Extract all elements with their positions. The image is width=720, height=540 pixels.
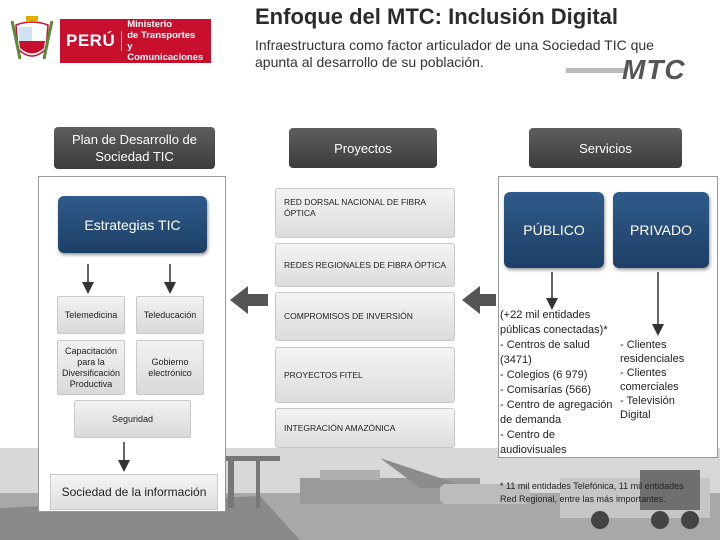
service-privado-box: PRIVADO — [613, 192, 709, 268]
ministry-name: Ministerio de Transportes y Comunicaciones — [127, 19, 204, 63]
project-compromisos-inversion: COMPROMISOS DE INVERSIÓN — [275, 292, 455, 341]
country-name: PERÚ — [66, 31, 122, 51]
page-title: Enfoque del MTC: Inclusión Digital — [255, 4, 618, 29]
strategy-capacitacion: Capacitación para la Diversificación Productiva — [57, 340, 125, 395]
list-item: - Clientes — [620, 367, 667, 379]
private-services-list — [620, 338, 720, 422]
project-integracion-amazonica: INTEGRACIÓN AMAZÓNICA — [275, 408, 455, 448]
public-services-list — [500, 308, 630, 458]
list-item: - Clientes — [620, 339, 667, 351]
list-item: residenciales — [620, 353, 685, 365]
list-item: - Colegios (6 979) — [500, 369, 588, 381]
list-item: (+22 mil entidades — [500, 309, 591, 321]
strategies-box: Estrategias TIC — [58, 196, 207, 253]
list-item: públicas conectadas)* — [500, 324, 608, 336]
list-item: - Centros de salud — [500, 339, 590, 351]
arrow-left-to-plan — [230, 286, 268, 314]
list-item: - Televisión — [620, 395, 675, 407]
project-fitel: PROYECTOS FITEL — [275, 347, 455, 403]
list-item: (3471) — [500, 354, 532, 366]
list-item: comerciales — [620, 381, 679, 393]
list-item: Digital — [620, 409, 651, 421]
column-header-servicios: Servicios — [529, 128, 682, 168]
project-red-dorsal: RED DORSAL NACIONAL DE FIBRA ÓPTICA — [275, 188, 455, 238]
coat-of-arms-icon — [10, 15, 54, 67]
column-header-plan: Plan de Desarrollo de Sociedad TIC — [54, 127, 215, 169]
arrow-left-to-projects — [462, 286, 496, 314]
list-item: de demanda — [500, 414, 562, 426]
project-redes-regionales: REDES REGIONALES DE FIBRA ÓPTICA — [275, 243, 455, 287]
mtc-brand-logo: MTC — [622, 54, 686, 85]
strategy-telemedicina: Telemedicina — [57, 296, 125, 334]
ministry-banner — [60, 19, 211, 63]
column-header-proyectos: Proyectos — [289, 128, 437, 168]
footnote — [500, 480, 720, 506]
mtc-ministry-logo — [10, 12, 210, 70]
strategy-gobierno-electronico: Gobierno electrónico — [136, 340, 204, 395]
footnote-line: Red Regional, entre las más importantes. — [500, 494, 666, 504]
information-society-box: Sociedad de la información — [50, 474, 218, 510]
strategy-teleeducacion: Teleducación — [136, 296, 204, 334]
strategy-seguridad: Seguridad — [74, 400, 191, 438]
list-item: - Centro de agregación — [500, 399, 613, 411]
page-subtitle: Infraestructura como factor articulador de una Sociedad TIC que apunta al desarrollo de su población. — [255, 37, 654, 70]
list-item: - Centro de — [500, 429, 556, 441]
brand-stripe — [566, 68, 626, 73]
list-item: - Comisarías (566) — [500, 384, 592, 396]
list-item: audiovisuales — [500, 444, 567, 456]
footnote-line: * 11 mil entidades Telefónica, 11 mil entidades — [500, 481, 684, 491]
service-publico-box: PÚBLICO — [504, 192, 604, 268]
